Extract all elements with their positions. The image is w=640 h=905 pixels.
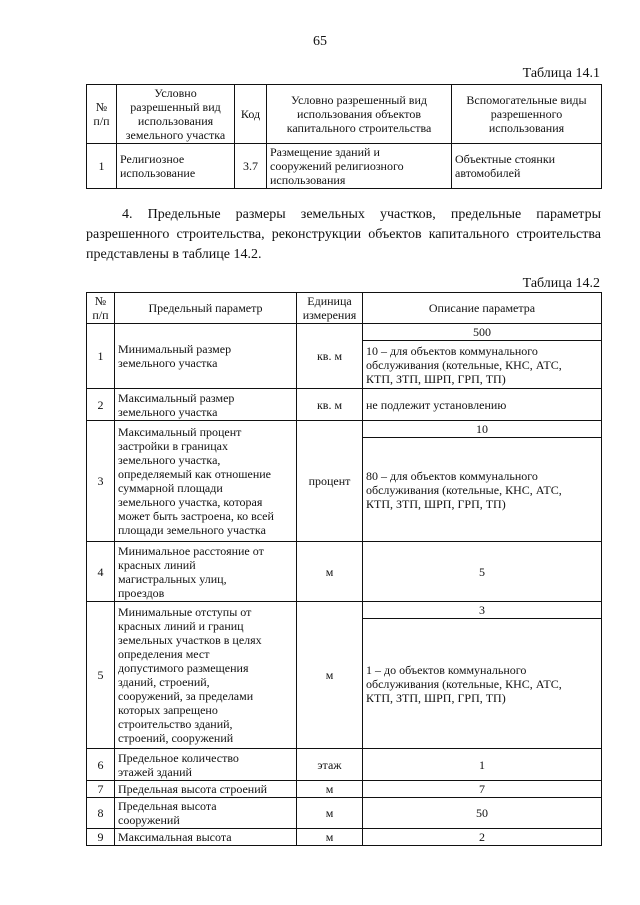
cell-parameter: Минимальное расстояние от красных линий магистральных улиц, проездов bbox=[115, 542, 297, 602]
cell-parameter: Максимальный размер земельного участка bbox=[115, 389, 297, 421]
header-capital-objects-use: Условно разрешенный вид использования объектов капитального строительства bbox=[267, 85, 452, 144]
cell-unit: м bbox=[297, 542, 363, 602]
cell-description: 80 – для объектов коммунального обслуживания (котельные, КНС, АТС, КТП, ЗТП, ШРП, ГРП, ТП) bbox=[363, 438, 602, 542]
cell-num: 3 bbox=[87, 421, 115, 542]
table-row bbox=[87, 798, 602, 829]
cell-num: 8 bbox=[87, 798, 115, 829]
cell-description: 2 bbox=[363, 829, 602, 846]
cell-parameter: Максимальный процент застройки в границах земельного участка, определяемый как отношение суммарной площади земельного участка, которая может быть застроена, ко всей площади земельного участка bbox=[115, 421, 297, 542]
table-row bbox=[87, 324, 602, 341]
cell-description: 3 bbox=[363, 602, 602, 619]
table-row bbox=[87, 144, 602, 189]
cell-description: 10 – для объектов коммунального обслуживания (котельные, КНС, АТС, КТП, ЗТП, ШРП, ГРП, ТП) bbox=[363, 341, 602, 389]
table-header-row bbox=[87, 293, 602, 324]
cell-num: 5 bbox=[87, 602, 115, 749]
cell-description: 50 bbox=[363, 798, 602, 829]
table-row bbox=[87, 781, 602, 798]
cell-parameter: Минимальные отступы от красных линий и границ земельных участков в целях определения мест допустимого размещения зданий, строений, сооружений, за пределами которых запрещено строительство зданий, строений, сооружений bbox=[115, 602, 297, 749]
page-number: 65 bbox=[313, 34, 327, 49]
table-14-2-caption: Таблица 14.2 bbox=[522, 276, 600, 291]
cell-num: 4 bbox=[87, 542, 115, 602]
table-header-row bbox=[87, 85, 602, 144]
cell-num: 6 bbox=[87, 749, 115, 781]
cell-parameter: Минимальный размер земельного участка bbox=[115, 324, 297, 389]
cell-code: 3.7 bbox=[235, 144, 267, 189]
cell-num: 1 bbox=[87, 144, 117, 189]
cell-description: 1 bbox=[363, 749, 602, 781]
cell-land-use: Религиозное использование bbox=[117, 144, 235, 189]
cell-parameter: Предельная высота сооружений bbox=[115, 798, 297, 829]
cell-unit: м bbox=[297, 829, 363, 846]
table-14-1 bbox=[86, 84, 602, 189]
table-row bbox=[87, 421, 602, 438]
header-parameter: Предельный параметр bbox=[115, 293, 297, 324]
table-14-1-caption: Таблица 14.1 bbox=[522, 66, 600, 81]
table-14-2 bbox=[86, 292, 602, 846]
cell-unit: этаж bbox=[297, 749, 363, 781]
cell-description: не подлежит установлению bbox=[363, 389, 602, 421]
table-row bbox=[87, 389, 602, 421]
cell-capital-objects-use: Размещение зданий и сооружений религиозного использования bbox=[267, 144, 452, 189]
cell-unit: м bbox=[297, 602, 363, 749]
body-paragraph: 4. Предельные размеры земельных участков, предельные параметры разрешенного строительства, реконструкции объектов капитального строительства представлены в таблице 14.2. bbox=[86, 207, 601, 262]
cell-num: 1 bbox=[87, 324, 115, 389]
cell-num: 7 bbox=[87, 781, 115, 798]
cell-unit: м bbox=[297, 798, 363, 829]
header-land-use: Условно разрешенный вид использования земельного участка bbox=[117, 85, 235, 144]
cell-parameter: Предельная высота строений bbox=[115, 781, 297, 798]
cell-parameter: Предельное количество этажей зданий bbox=[115, 749, 297, 781]
cell-description: 1 – до объектов коммунального обслуживания (котельные, КНС, АТС, КТП, ЗТП, ШРП, ГРП, ТП) bbox=[363, 619, 602, 749]
table-row bbox=[87, 542, 602, 602]
cell-description: 7 bbox=[363, 781, 602, 798]
table-row bbox=[87, 829, 602, 846]
cell-num: 9 bbox=[87, 829, 115, 846]
cell-unit: м bbox=[297, 781, 363, 798]
header-description: Описание параметра bbox=[363, 293, 602, 324]
cell-unit: кв. м bbox=[297, 389, 363, 421]
cell-num: 2 bbox=[87, 389, 115, 421]
header-code: Код bbox=[235, 85, 267, 144]
cell-description: 5 bbox=[363, 542, 602, 602]
cell-description: 10 bbox=[363, 421, 602, 438]
table-row bbox=[87, 749, 602, 781]
cell-unit: кв. м bbox=[297, 324, 363, 389]
header-num: № п/п bbox=[87, 293, 115, 324]
table-row bbox=[87, 602, 602, 619]
cell-parameter: Максимальная высота bbox=[115, 829, 297, 846]
cell-description: 500 bbox=[363, 324, 602, 341]
header-unit: Единица измерения bbox=[297, 293, 363, 324]
cell-unit: процент bbox=[297, 421, 363, 542]
header-num: № п/п bbox=[87, 85, 117, 144]
cell-auxiliary-use: Объектные стоянки автомобилей bbox=[452, 144, 602, 189]
header-auxiliary-use: Вспомогательные виды разрешенного использования bbox=[452, 85, 602, 144]
